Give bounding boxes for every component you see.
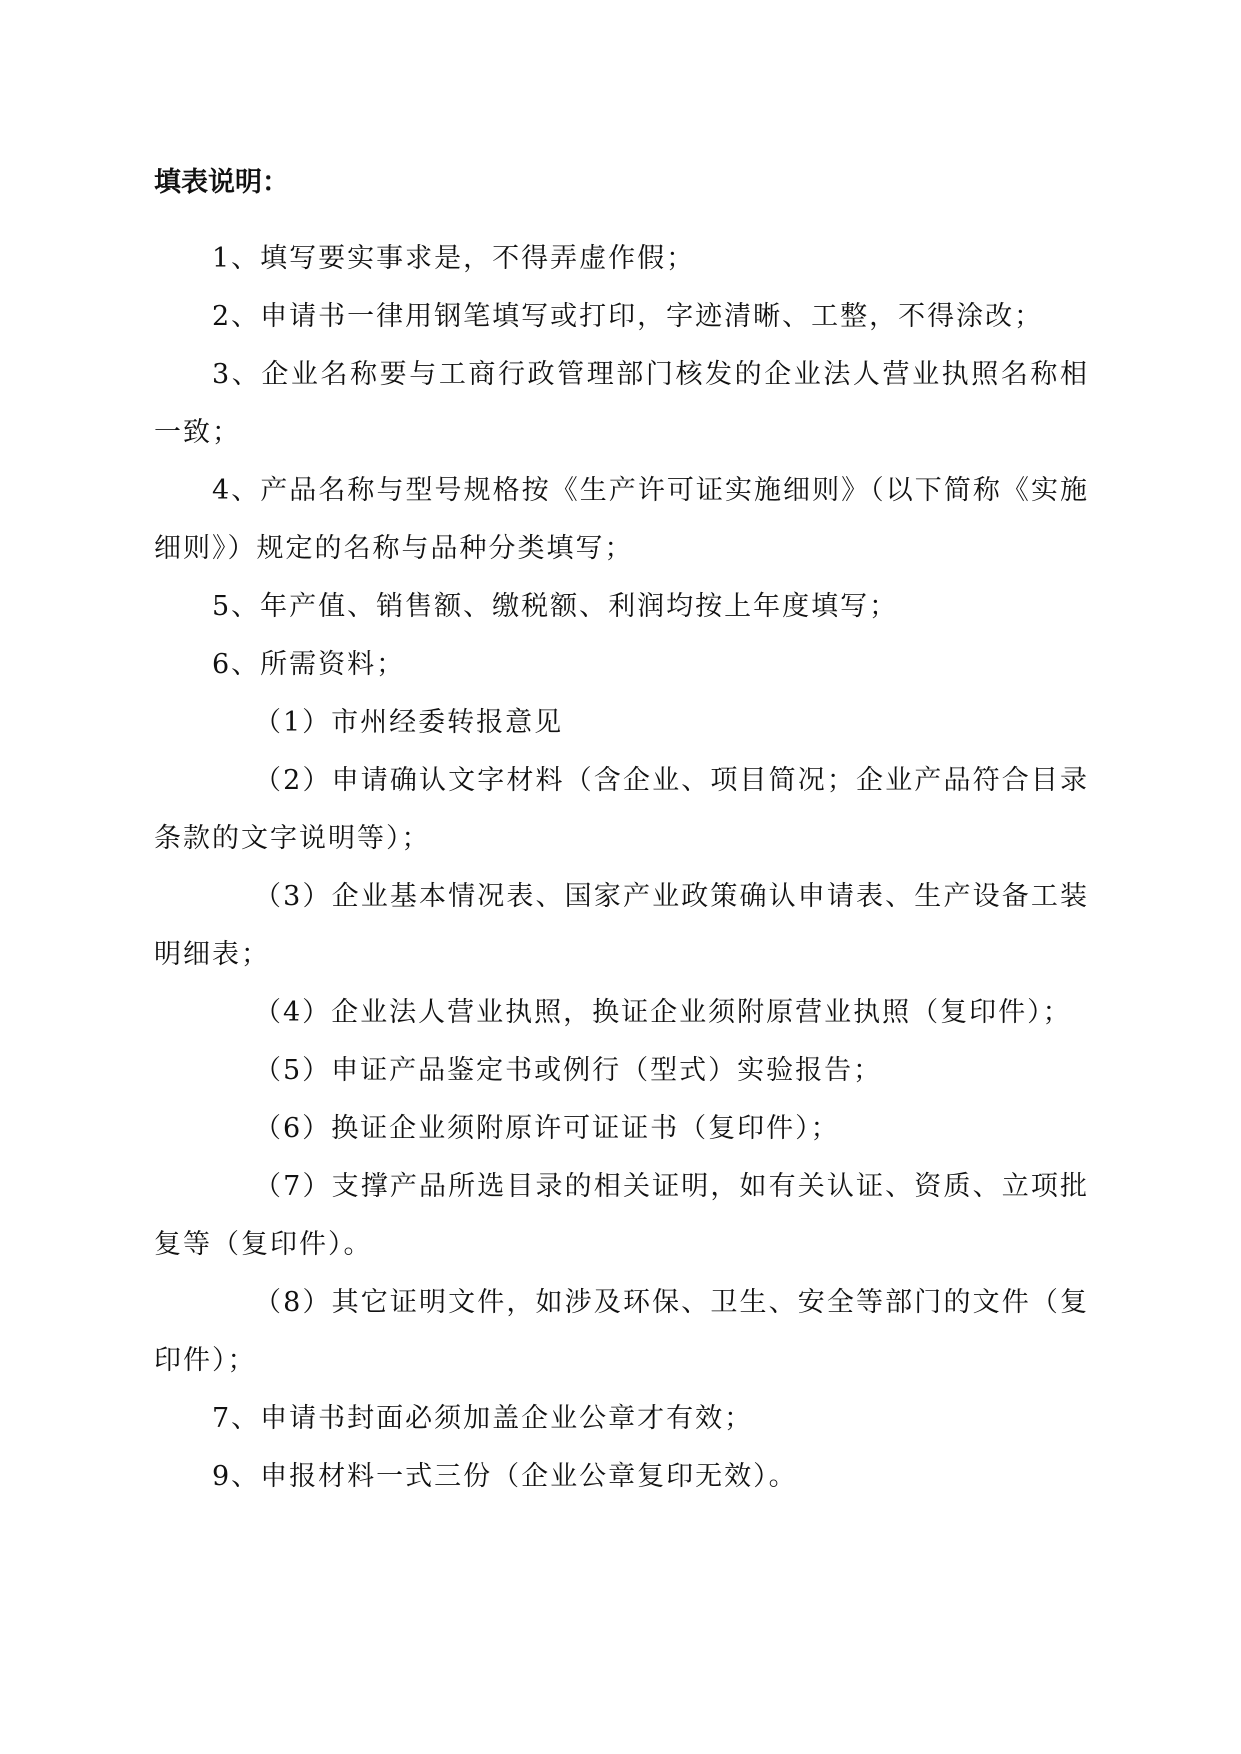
- instructions-body: [154, 230, 1089, 1506]
- instruction-item-5: 5、年产值、销售额、缴税额、利润均按上年度填写；: [212, 591, 899, 622]
- required-material-6: （6）换证企业须附原许可证证书（复印件）；: [254, 1113, 840, 1144]
- instruction-item-7: 7、申请书封面必须加盖企业公章才有效；: [212, 1403, 754, 1434]
- page-title: 填表说明：: [154, 167, 289, 198]
- required-material-1: （1）市州经委转报意见: [254, 707, 564, 738]
- required-material-3: （3）企业基本情况表、国家产业政策确认申请表、生产设备工装明细表；: [154, 881, 1089, 970]
- required-material-5: （5）申证产品鉴定书或例行（型式）实验报告；: [254, 1055, 883, 1086]
- required-material-7: （7）支撑产品所选目录的相关证明，如有关认证、资质、立项批复等（复印件）。: [154, 1171, 1089, 1260]
- instruction-item-9: 9、申报材料一式三份（企业公章复印无效）。: [212, 1461, 798, 1492]
- required-material-4: （4）企业法人营业执照，换证企业须附原营业执照（复印件）；: [254, 997, 1072, 1028]
- instruction-item-6: 6、所需资料；: [212, 649, 406, 680]
- instruction-item-3: 3、企业名称要与工商行政管理部门核发的企业法人营业执照名称相一致；: [154, 359, 1089, 448]
- required-material-2: （2）申请确认文字材料（含企业、项目简况；企业产品符合目录条款的文字说明等）；: [154, 765, 1089, 854]
- instruction-item-1: 1、填写要实事求是，不得弄虚作假；: [212, 243, 696, 274]
- required-material-8: （8）其它证明文件，如涉及环保、卫生、安全等部门的文件（复印件）；: [154, 1287, 1089, 1376]
- instruction-item-4: 4、产品名称与型号规格按《生产许可证实施细则》（以下简称《实施细则》）规定的名称与品种分类填写；: [154, 475, 1089, 564]
- instruction-item-2: 2、申请书一律用钢笔填写或打印，字迹清晰、工整，不得涂改；: [212, 301, 1044, 332]
